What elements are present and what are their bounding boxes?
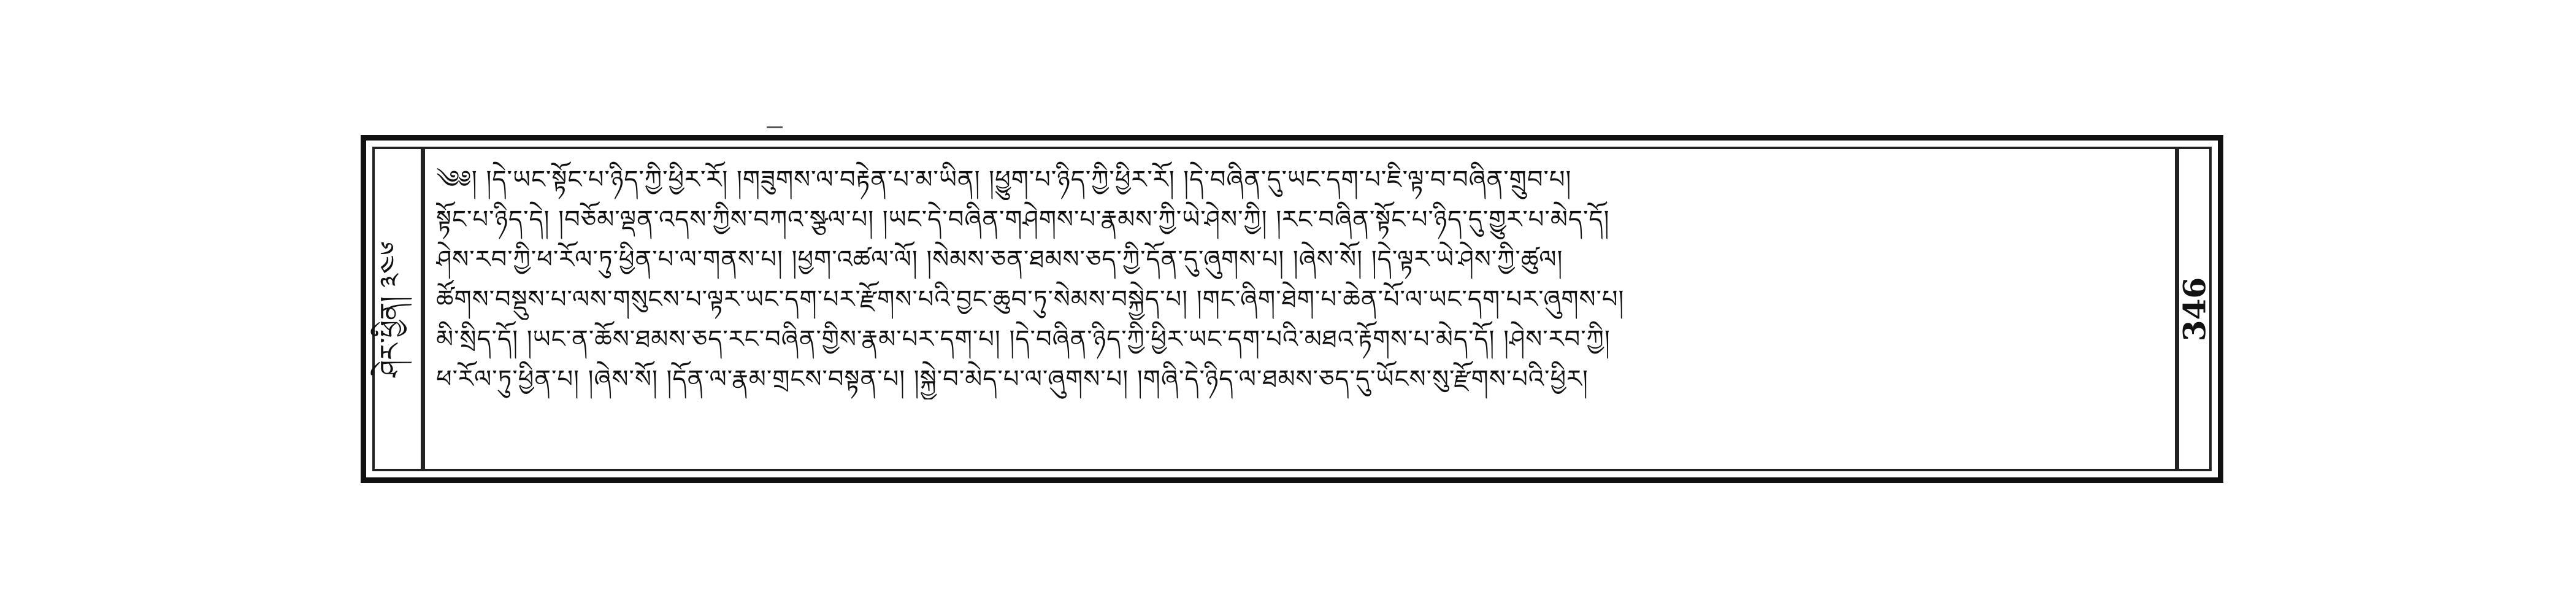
text-line-2: སྟོང་པ་ཉིད་དེ། །བཅོམ་ལྡན་འདས་ཀྱིས་བཀའ་སྩལ་པ། །ཡང་དེ་བཞིན་གཤེགས་པ་རྣམས་ཀྱི་ཡེ་ཤེས་ཀྱི། །རང་བཞིན་སྟོང་པ་ཉིད་དུ་གྱུར་པ་མེད་དོ། [436,206,1610,234]
text-line-4: ཚོགས་བསྡུས་པ་ལས་གསུངས་པ་ལྟར་ཡང་དག་པར་རྫོགས་པའི་བྱང་ཆུབ་ཏུ་སེམས་བསྐྱེད་པ། །གང་ཞིག་ཐེག་པ་ཆེན་པོ་ལ་ཡང་དག་པར་ཞུགས་པ། [436,285,1625,314]
margin-title: ཤེར་ཕྱིན། ༣༤༦ [374,241,406,377]
page-number: 346 [2176,277,2212,341]
right-margin [2175,149,2212,469]
folio-page [361,135,2223,483]
paper-mark [767,126,783,128]
text-line-6: ཕ་རོལ་ཏུ་ཕྱིན་པ། །ཞེས་སོ། །དོན་ལ་རྣམ་གྲངས་བསྟན་པ། །སྐྱེ་བ་མེད་པ་ལ་ཞུགས་པ། །གཞི་དེ་ཉིད་ལ་ཐམས་ཅད་དུ་ཡོངས་སུ་རྫོགས་པའི་ཕྱིར། [436,365,1589,393]
text-line-1: ༄༅། །དེ་ཡང་སྟོང་པ་ཉིད་ཀྱི་ཕྱིར་རོ། །གཟུགས་ལ་བརྟེན་པ་མ་ཡིན། །ཕྱུག་པ་ཉིད་ཀྱི་ཕྱིར་རོ། །དེ་བཞིན་དུ་ཡང་དག་པ་ཇི་ལྟ་བ་བཞིན་གྲུབ་པ། [436,166,1572,194]
folio-frame [372,147,2212,471]
text-line-3: ཤེས་རབ་ཀྱི་ཕ་རོལ་ཏུ་ཕྱིན་པ་ལ་གནས་པ། །ཕྱག་འཚལ་ལོ། །སེམས་ཅན་ཐམས་ཅད་ཀྱི་དོན་དུ་ཞུགས་པ། །ཞེས་སོ། །དེ་ལྟར་ཡེ་ཤེས་ཀྱི་ཚུལ། [436,245,1563,274]
text-line-5: མི་སྲིད་དོ། །ཡང་ན་ཆོས་ཐམས་ཅད་རང་བཞིན་གྱིས་རྣམ་པར་དག་པ། །དེ་བཞིན་ཉིད་ཀྱི་ཕྱིར་ཡང་དག་པའི་མཐའ་རྟོགས་པ་མེད་དོ། །ཤེས་རབ་ཀྱི། [436,325,1611,353]
text-block [436,160,2165,461]
left-margin [375,149,425,469]
